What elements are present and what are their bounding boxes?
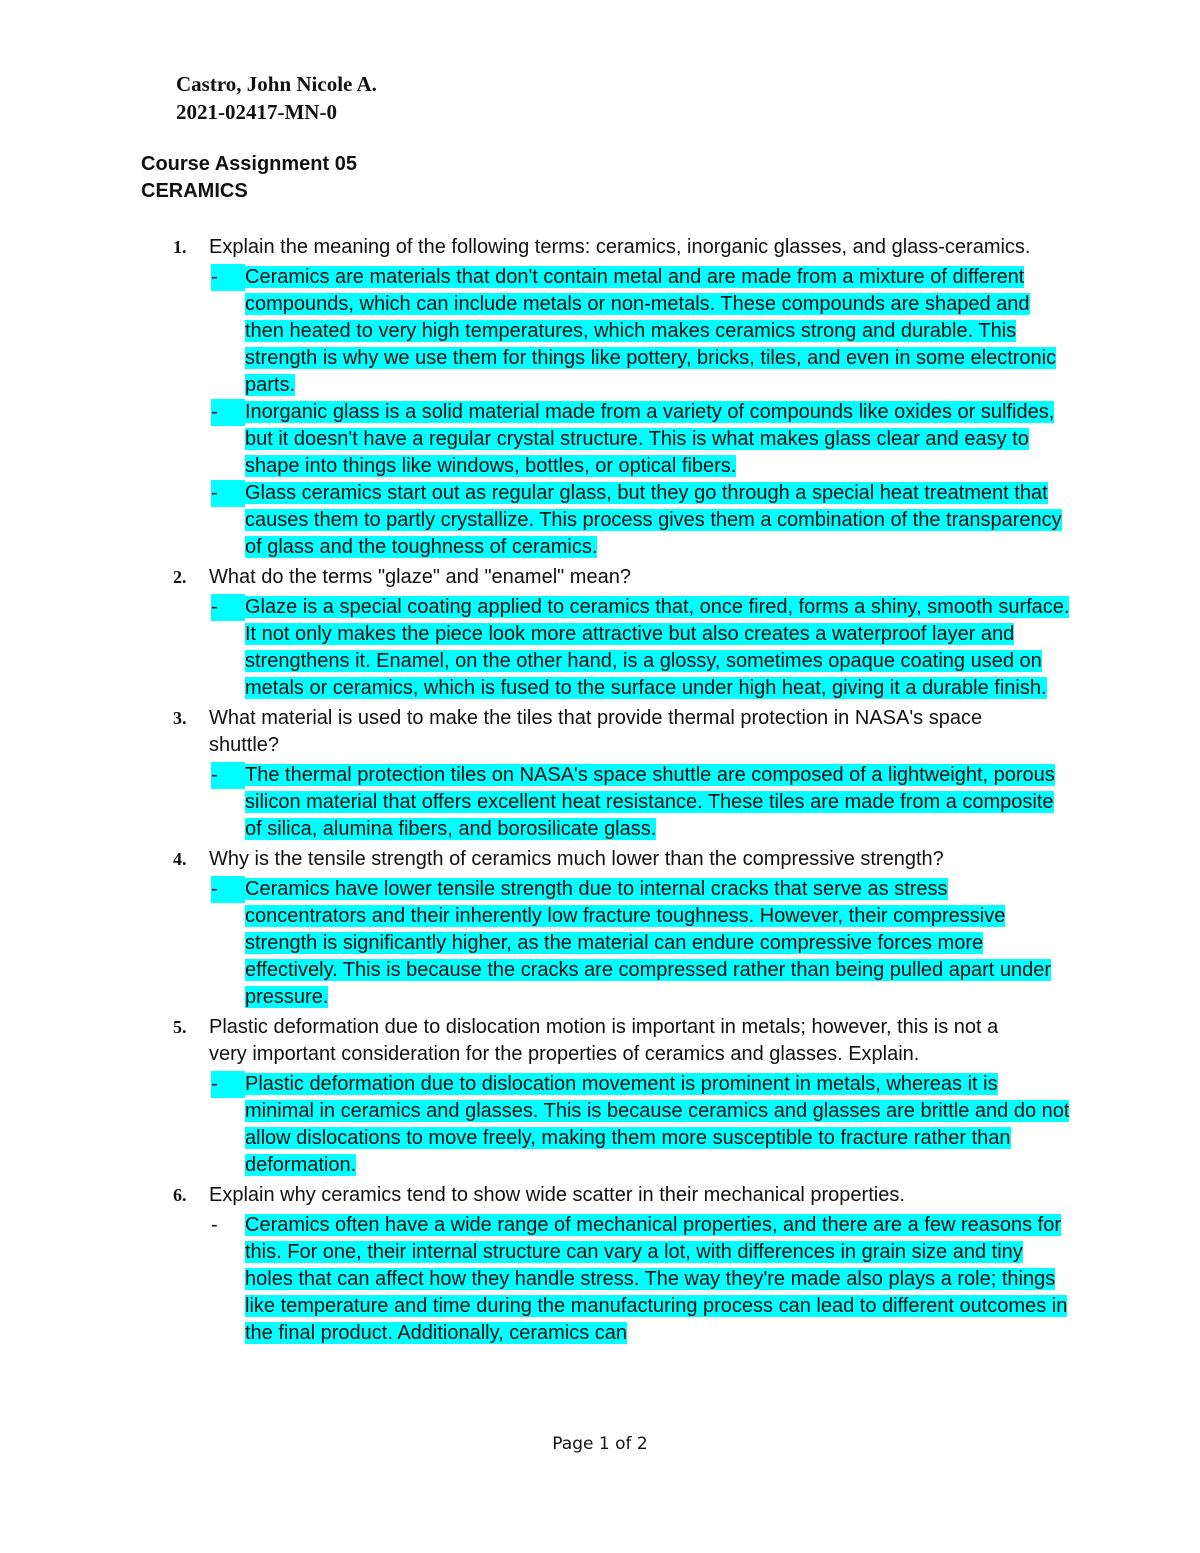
bullet-dash: -: [211, 264, 245, 291]
answer-item: [141, 594, 1071, 702]
question-item: [141, 846, 1071, 1011]
answer-list: [141, 594, 1071, 702]
question-text: What material is used to make the tiles that provide thermal protection in NASA's space shuttle?: [209, 707, 983, 756]
answer-list: [141, 1212, 1071, 1347]
question-text: Explain the meaning of the following terms: ceramics, inorganic glasses, and glass-ceramics.: [209, 236, 1031, 258]
bullet-dash: -: [211, 1071, 245, 1098]
author-name: Castro, John Nicole A.: [176, 72, 377, 96]
bullet-dash: -: [211, 762, 245, 789]
question-item: [141, 1182, 1071, 1347]
answer-item: [141, 1212, 1071, 1347]
course-title: Course Assignment 05: [141, 153, 357, 175]
question-text: Explain why ceramics tend to show wide scatter in their mechanical properties.: [209, 1184, 905, 1206]
answer-text: Ceramics have lower tensile strength due to internal cracks that serve as stress concentrators and their inherently low fracture toughness. However, their compressive strength is significantly higher, as the material can endure compressive forces more effectively. This is because the cracks are compressed rather than being pulled apart under pressure.: [245, 878, 1052, 1008]
answer-item: [141, 1071, 1071, 1179]
answer-text: Ceramics often have a wide range of mechanical properties, and there are a few reasons for this. For one, their internal structure can vary a lot, with differences in grain size and tiny holes that can affect how they handle stress. The way they're made also plays a role; things like temperature and time during the manufacturing process can lead to different outcomes in the final product. Additionally, ceramics can: [245, 1214, 1068, 1344]
answer-list: [141, 876, 1071, 1011]
question-list: [141, 234, 1071, 1350]
question-item: [141, 1014, 1071, 1179]
answer-item: [141, 264, 1071, 399]
bullet-dash: -: [211, 594, 245, 621]
question-number: 4.: [173, 849, 187, 869]
bullet-dash: -: [211, 1214, 218, 1236]
answer-text: Plastic deformation due to dislocation movement is prominent in metals, whereas it is minimal in ceramics and glasses. This is because ceramics and glasses are brittle and do not allow dislocations to move freely, making them more susceptible to fracture rather than deformation.: [245, 1073, 1070, 1176]
question-number: 6.: [173, 1185, 187, 1205]
bullet-dash: -: [211, 399, 245, 426]
answer-item: [141, 762, 1071, 843]
author-header: [176, 70, 377, 126]
answer-item: [141, 399, 1071, 480]
answer-text: Glaze is a special coating applied to ceramics that, once fired, forms a shiny, smooth surface. It not only makes the piece look more attractive but also creates a waterproof layer and strengthens it. Enamel, on the other hand, is a glossy, sometimes opaque coating used on metals or ceramics, which is fused to the surface under high heat, giving it a durable finish.: [245, 596, 1070, 699]
question-text: Plastic deformation due to dislocation motion is important in metals; however, this is not a very important consideration for the properties of ceramics and glasses. Explain.: [209, 1016, 999, 1065]
answer-item: [141, 876, 1071, 1011]
question-number: 2.: [173, 567, 187, 587]
answer-text: Inorganic glass is a solid material made from a variety of compounds like oxides or sulfides, but it doesn't have a regular crystal structure. This is what makes glass clear and easy to shape into things like windows, bottles, or optical fibers.: [245, 401, 1055, 477]
bullet-dash: -: [211, 876, 245, 903]
question-number: 5.: [173, 1017, 187, 1037]
answer-item: [141, 480, 1071, 561]
question-item: [141, 564, 1071, 702]
answer-list: [141, 264, 1071, 561]
bullet-dash: -: [211, 480, 245, 507]
answer-text: Glass ceramics start out as regular glass, but they go through a special heat treatment that causes them to partly crystallize. This process gives them a combination of the transparency of glass and the toughness of ceramics.: [245, 482, 1062, 558]
title-block: [141, 151, 357, 205]
answer-text: The thermal protection tiles on NASA's space shuttle are composed of a lightweight, porous silicon material that offers excellent heat resistance. These tiles are made from a composite of silica, alumina fibers, and borosilicate glass.: [245, 764, 1055, 840]
student-id: 2021-02417-MN-0: [176, 100, 337, 124]
question-number: 3.: [173, 708, 187, 728]
question-item: [141, 705, 1071, 843]
question-text: What do the terms "glaze" and "enamel" mean?: [209, 566, 631, 588]
question-item: [141, 234, 1071, 561]
question-text: Why is the tensile strength of ceramics much lower than the compressive strength?: [209, 848, 944, 870]
page-number: Page 1 of 2: [552, 1434, 648, 1454]
answer-list: [141, 762, 1071, 843]
page-footer: [0, 1432, 1200, 1456]
answer-list: [141, 1071, 1071, 1179]
answer-text: Ceramics are materials that don't contain metal and are made from a mixture of different compounds, which can include metals or non-metals. These compounds are shaped and then heated to very high temperatures, which makes ceramics strong and durable. This strength is why we use them for things like pottery, bricks, tiles, and even in some electronic parts.: [245, 266, 1057, 396]
subject-title: CERAMICS: [141, 180, 248, 202]
question-number: 1.: [173, 237, 187, 257]
